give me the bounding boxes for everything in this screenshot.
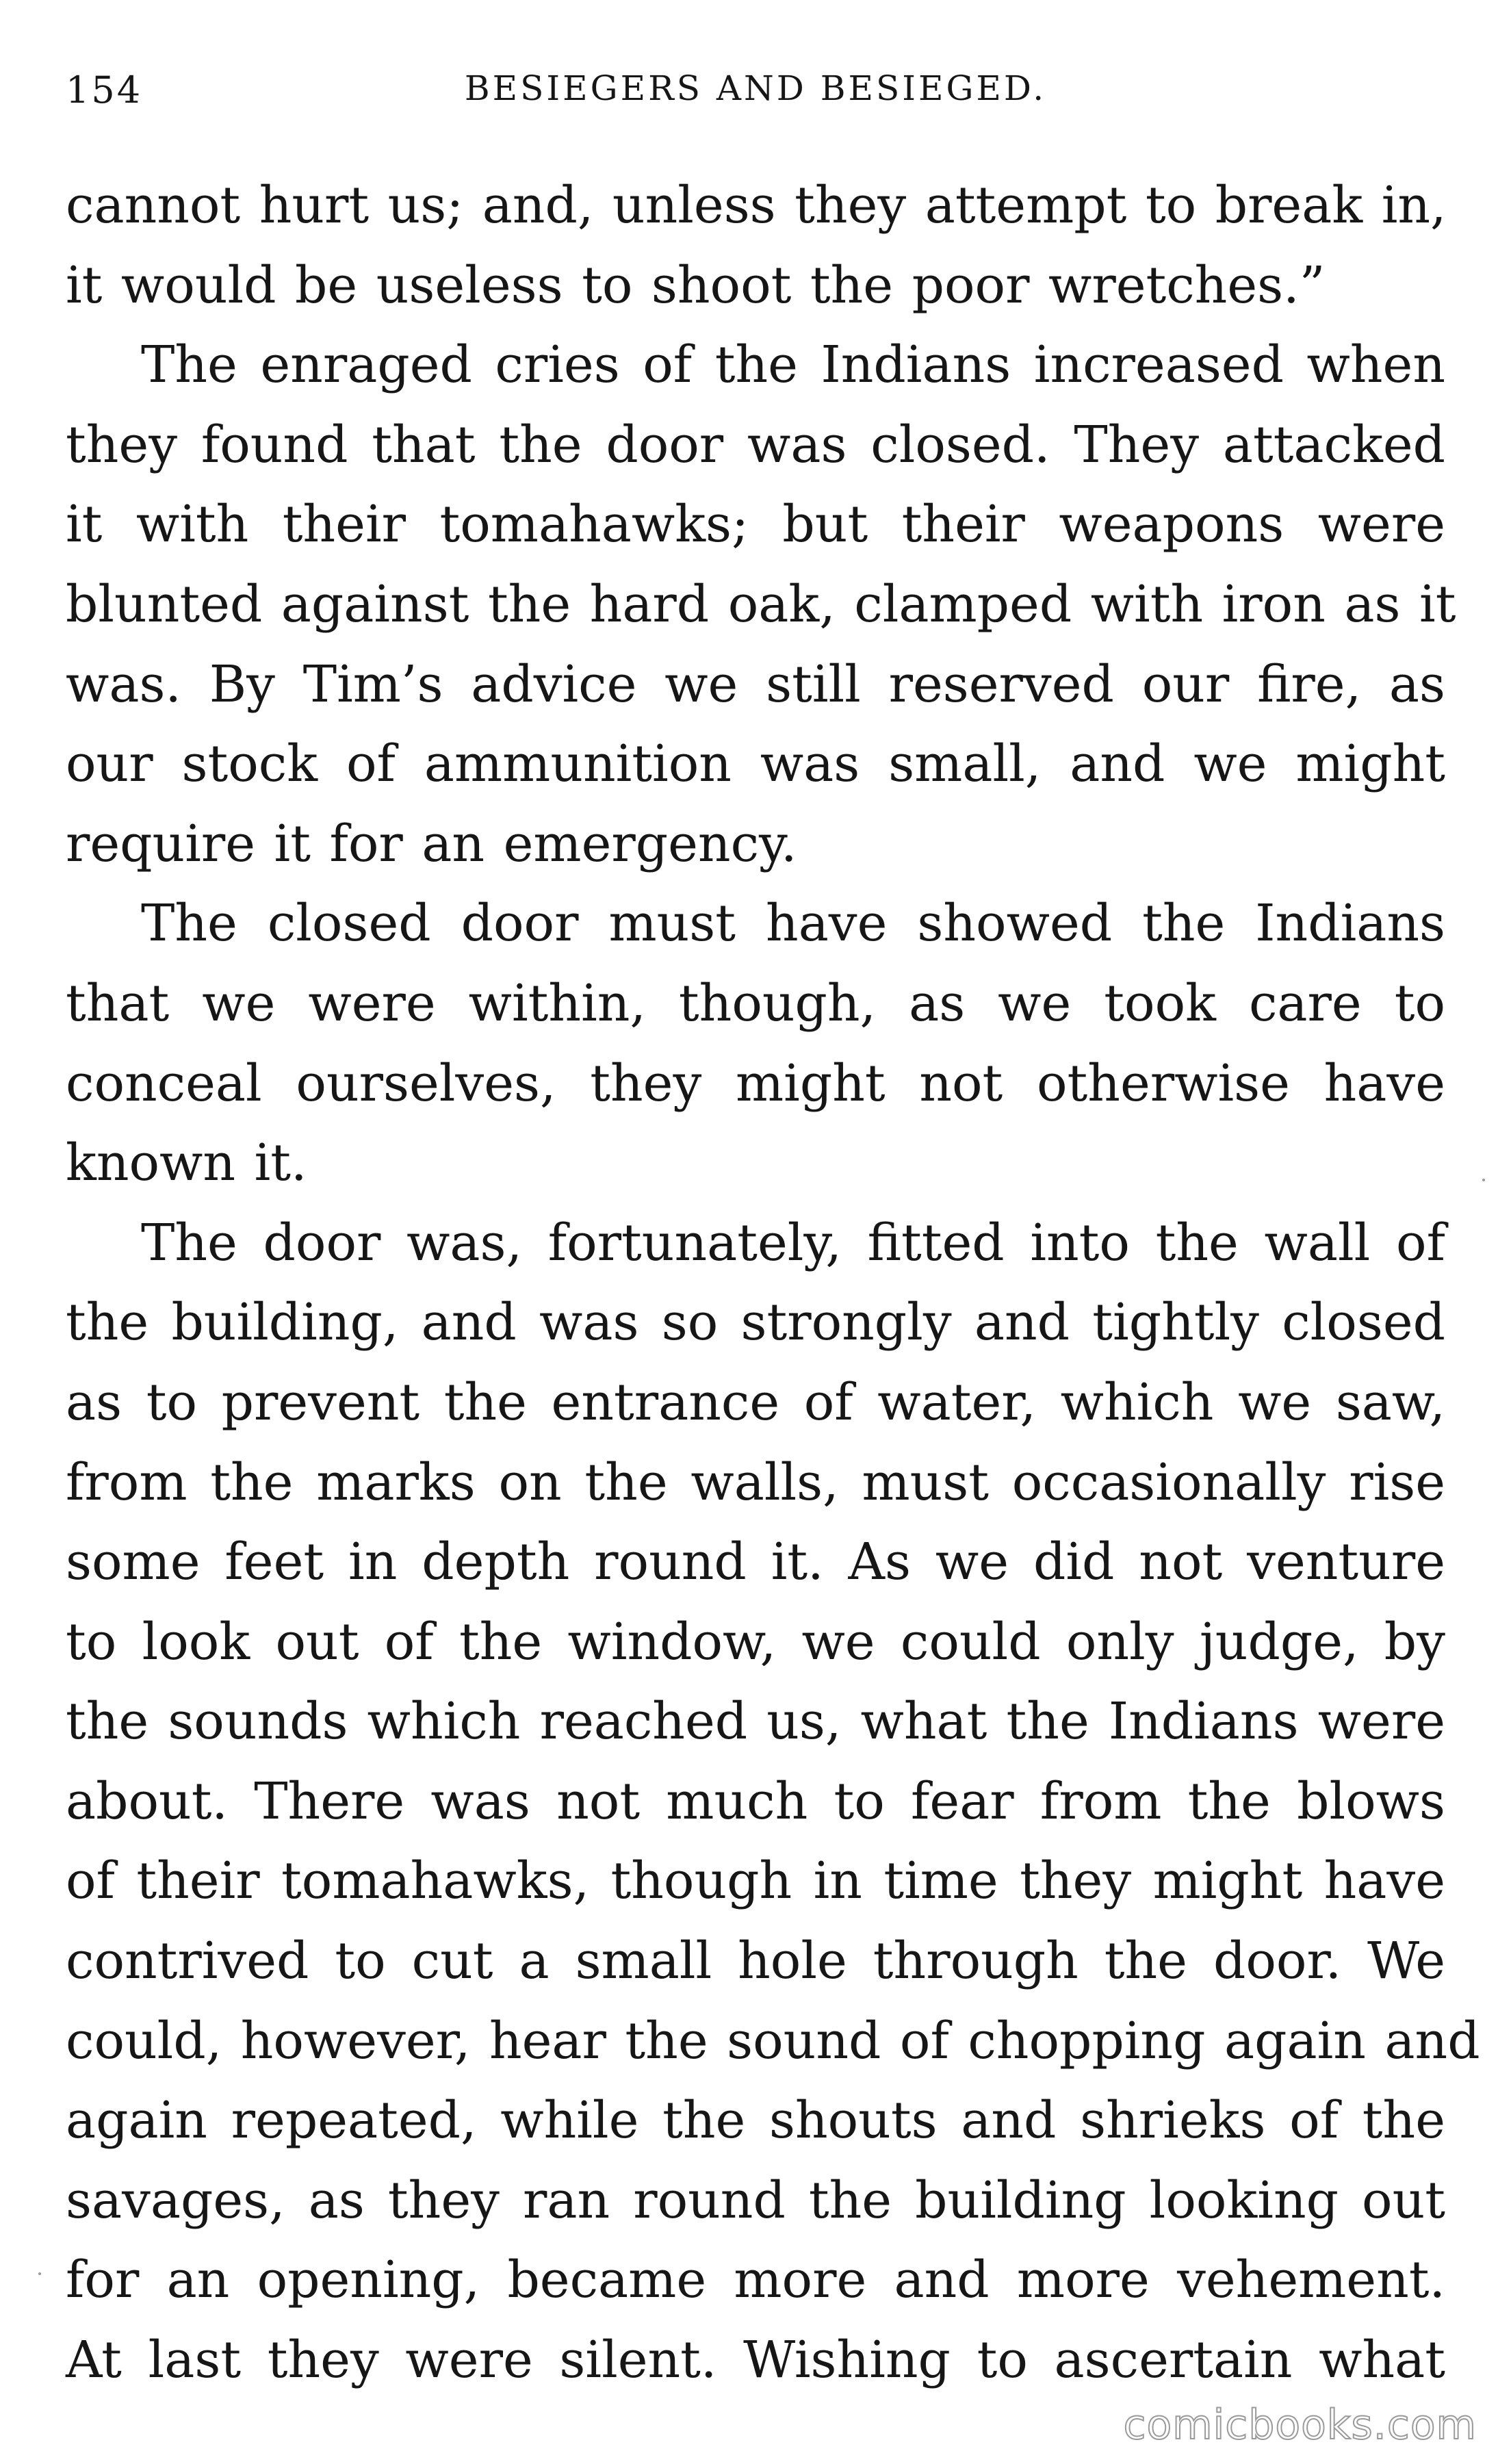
text-line: it with their tomahawks; but their weapons were [66, 495, 1445, 554]
text-line: they found that the door was closed. They attacked [66, 415, 1445, 474]
text-line: The enraged cries of the Indians increased when [141, 335, 1445, 395]
paragraph-1 [66, 166, 1445, 325]
text-line: it would be useless to shoot the poor wretches.” [66, 255, 1326, 315]
text-line: some feet in depth round it. As we did not venture [66, 1532, 1445, 1592]
text-line: At last they were silent. Wishing to ascertain what [66, 2331, 1445, 2390]
text-line: savages, as they ran round the building looking out [66, 2170, 1445, 2230]
running-head [66, 68, 1445, 123]
text-line: contrived to cut a small hole through the door. We [66, 1932, 1445, 1991]
text-line: was. By Tim’s advice we still reserved our fire, as [66, 654, 1445, 714]
watermark: comicbooks.com [1123, 2401, 1477, 2449]
page-number: 154 [66, 68, 143, 112]
text-line: for an opening, became more and more vehement. [66, 2250, 1445, 2310]
text-line: The closed door must have showed the Indians [141, 894, 1445, 953]
text-line: our stock of ammunition was small, and we might [66, 734, 1445, 794]
text-line: from the marks on the walls, must occasionally rise [66, 1452, 1445, 1512]
paragraph-4 [66, 1203, 1480, 2400]
body-text [66, 166, 1480, 2400]
paragraph-3 [66, 884, 1445, 1203]
text-line: of their tomahawks, though in time they might have [66, 1851, 1445, 1911]
text-line: the building, and was so strongly and tightly closed [66, 1293, 1445, 1352]
text-line: the sounds which reached us, what the Indians were [66, 1692, 1445, 1751]
paragraph-2 [66, 325, 1456, 884]
text-line: cannot hurt us; and, unless they attempt to break in, [66, 176, 1447, 235]
text-line: about. There was not much to fear from the blows [66, 1771, 1445, 1831]
running-title: BESIEGERS AND BESIEGED. [464, 68, 1047, 108]
text-line: The door was, fortunately, fitted into the wall of [141, 1213, 1445, 1272]
text-line: known it. [66, 1133, 307, 1193]
text-line: require it for an emergency. [66, 814, 797, 873]
text-line: to look out of the window, we could only judge, by [66, 1612, 1445, 1671]
text-line: that we were within, though, as we took care to [66, 973, 1445, 1033]
text-line: could, however, hear the sound of chopping again and [66, 2011, 1480, 2070]
paper-speck [38, 2272, 41, 2275]
paper-speck [1482, 1179, 1485, 1181]
text-line: again repeated, while the shouts and shrieks of the [66, 2091, 1445, 2151]
text-line: conceal ourselves, they might not otherwise have [66, 1053, 1445, 1113]
text-line: blunted against the hard oak, clamped with iron as it [66, 574, 1456, 634]
text-line: as to prevent the entrance of water, which we saw, [66, 1372, 1445, 1432]
